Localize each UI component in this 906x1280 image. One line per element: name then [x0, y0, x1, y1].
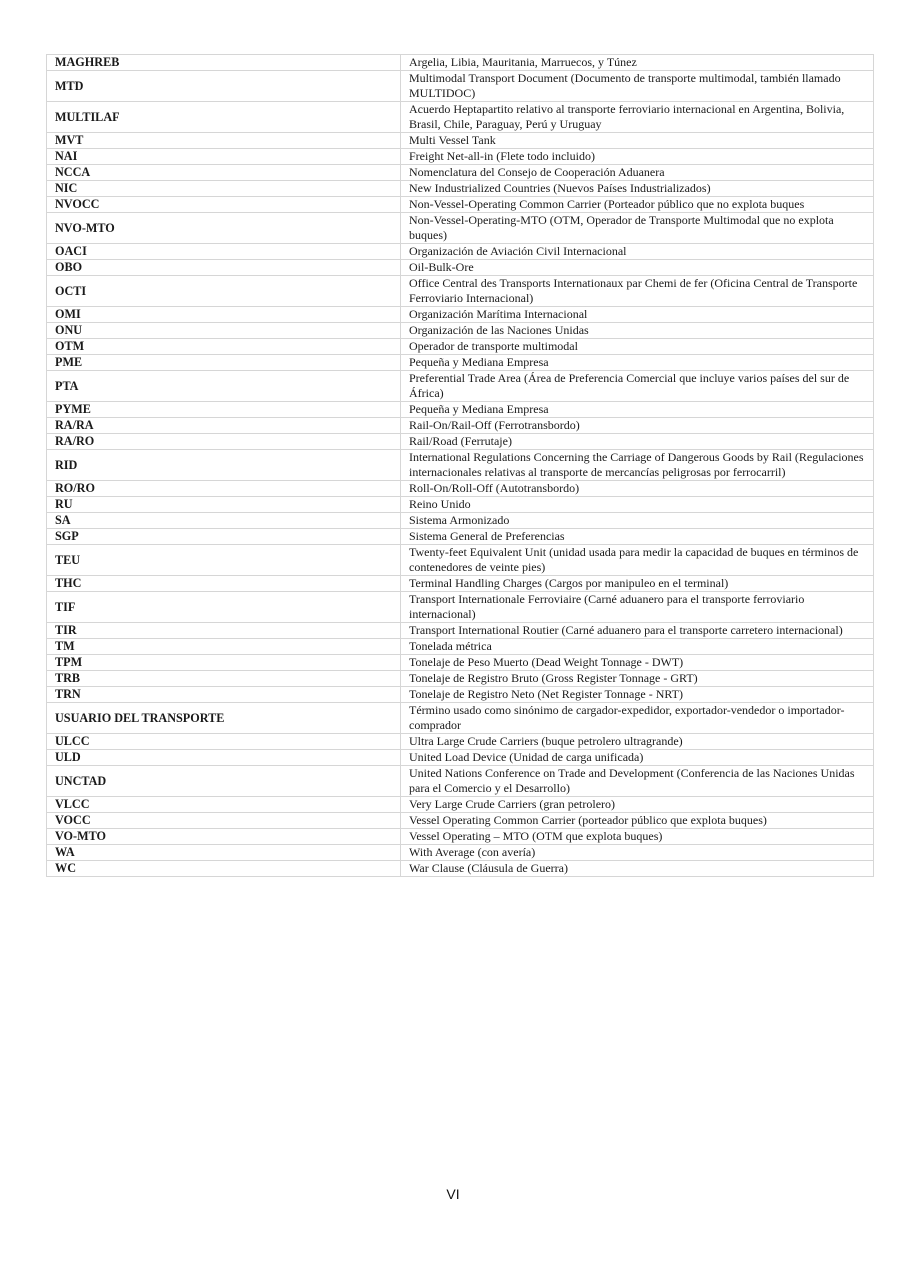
- definition-cell: Non-Vessel-Operating-MTO (OTM, Operador de Transporte Multimodal que no explota buques): [401, 213, 874, 244]
- abbreviation-cell: MVT: [47, 133, 401, 149]
- definition-cell: Sistema General de Preferencias: [401, 529, 874, 545]
- table-row: [47, 671, 874, 687]
- table-row: [47, 133, 874, 149]
- abbreviation-cell: TRN: [47, 687, 401, 703]
- table-row: [47, 545, 874, 576]
- table-row: [47, 149, 874, 165]
- abbreviation-cell: ULD: [47, 750, 401, 766]
- abbreviation-cell: PTA: [47, 371, 401, 402]
- table-row: [47, 845, 874, 861]
- abbreviation-cell: TPM: [47, 655, 401, 671]
- definition-cell: Operador de transporte multimodal: [401, 339, 874, 355]
- abbreviation-cell: RA/RO: [47, 434, 401, 450]
- definition-cell: Office Central des Transports Internationaux par Chemi de fer (Oficina Central de Transporte Ferroviario Internacional): [401, 276, 874, 307]
- abbreviation-cell: VLCC: [47, 797, 401, 813]
- table-row: [47, 181, 874, 197]
- table-row: [47, 750, 874, 766]
- abbreviation-cell: TIR: [47, 623, 401, 639]
- definition-cell: Non-Vessel-Operating Common Carrier (Porteador público que no explota buques: [401, 197, 874, 213]
- definition-cell: Tonelaje de Registro Bruto (Gross Register Tonnage - GRT): [401, 671, 874, 687]
- abbreviation-cell: NIC: [47, 181, 401, 197]
- definition-cell: Terminal Handling Charges (Cargos por manipuleo en el terminal): [401, 576, 874, 592]
- table-row: [47, 829, 874, 845]
- abbreviation-cell: PYME: [47, 402, 401, 418]
- abbreviation-cell: UNCTAD: [47, 766, 401, 797]
- definition-cell: Tonelaje de Peso Muerto (Dead Weight Tonnage - DWT): [401, 655, 874, 671]
- table-row: [47, 797, 874, 813]
- table-row: [47, 497, 874, 513]
- abbreviation-cell: VO-MTO: [47, 829, 401, 845]
- definition-cell: Rail/Road (Ferrutaje): [401, 434, 874, 450]
- abbreviation-cell: OACI: [47, 244, 401, 260]
- abbreviation-cell: RO/RO: [47, 481, 401, 497]
- abbreviation-cell: OBO: [47, 260, 401, 276]
- abbreviation-cell: NVOCC: [47, 197, 401, 213]
- definition-cell: Very Large Crude Carriers (gran petrolero): [401, 797, 874, 813]
- abbreviation-cell: ONU: [47, 323, 401, 339]
- definition-cell: Rail-On/Rail-Off (Ferrotransbordo): [401, 418, 874, 434]
- abbreviation-cell: RU: [47, 497, 401, 513]
- definition-cell: Nomenclatura del Consejo de Cooperación Aduanera: [401, 165, 874, 181]
- table-row: [47, 592, 874, 623]
- abbreviation-cell: VOCC: [47, 813, 401, 829]
- table-row: [47, 655, 874, 671]
- table-row: [47, 861, 874, 877]
- abbreviation-cell: NCCA: [47, 165, 401, 181]
- table-row: [47, 244, 874, 260]
- definition-cell: New Industrialized Countries (Nuevos Países Industrializados): [401, 181, 874, 197]
- definition-cell: Organización de las Naciones Unidas: [401, 323, 874, 339]
- table-row: [47, 576, 874, 592]
- definition-cell: Transport Internationale Ferroviaire (Carné aduanero para el transporte ferroviario internacional): [401, 592, 874, 623]
- table-row: [47, 434, 874, 450]
- definition-cell: Acuerdo Heptapartito relativo al transporte ferroviario internacional en Argentina, Bolivia, Brasil, Chile, Paraguay, Perú y Uruguay: [401, 102, 874, 133]
- definition-cell: Twenty-feet Equivalent Unit (unidad usada para medir la capacidad de buques en términos de contenedores de veinte pies): [401, 545, 874, 576]
- abbreviation-cell: TIF: [47, 592, 401, 623]
- definition-cell: United Load Device (Unidad de carga unificada): [401, 750, 874, 766]
- table-row: [47, 418, 874, 434]
- abbreviation-cell: NVO-MTO: [47, 213, 401, 244]
- table-row: [47, 623, 874, 639]
- table-row: [47, 639, 874, 655]
- abbreviation-cell: TM: [47, 639, 401, 655]
- glossary-body: [47, 55, 874, 877]
- table-row: [47, 323, 874, 339]
- abbreviation-cell: THC: [47, 576, 401, 592]
- table-row: [47, 734, 874, 750]
- abbreviation-cell: SGP: [47, 529, 401, 545]
- definition-cell: Multimodal Transport Document (Documento de transporte multimodal, también llamado MULTIDOC): [401, 71, 874, 102]
- definition-cell: Pequeña y Mediana Empresa: [401, 355, 874, 371]
- table-row: [47, 813, 874, 829]
- definition-cell: Freight Net-all-in (Flete todo incluido): [401, 149, 874, 165]
- abbreviation-cell: WA: [47, 845, 401, 861]
- abbreviation-cell: SA: [47, 513, 401, 529]
- abbreviation-cell: WC: [47, 861, 401, 877]
- table-row: [47, 260, 874, 276]
- abbreviation-cell: RID: [47, 450, 401, 481]
- abbreviation-cell: RA/RA: [47, 418, 401, 434]
- definition-cell: Tonelada métrica: [401, 639, 874, 655]
- definition-cell: Ultra Large Crude Carriers (buque petrolero ultragrande): [401, 734, 874, 750]
- abbreviation-cell: TRB: [47, 671, 401, 687]
- table-row: [47, 355, 874, 371]
- glossary-table: [46, 54, 874, 877]
- table-row: [47, 371, 874, 402]
- abbreviation-cell: OCTI: [47, 276, 401, 307]
- abbreviation-cell: MAGHREB: [47, 55, 401, 71]
- definition-cell: United Nations Conference on Trade and Development (Conferencia de las Naciones Unidas para el Comercio y el Desarrollo): [401, 766, 874, 797]
- abbreviation-cell: MTD: [47, 71, 401, 102]
- definition-cell: Argelia, Libia, Mauritania, Marruecos, y Túnez: [401, 55, 874, 71]
- definition-cell: Oil-Bulk-Ore: [401, 260, 874, 276]
- table-row: [47, 481, 874, 497]
- definition-cell: International Regulations Concerning the Carriage of Dangerous Goods by Rail (Regulaciones internacionales relativas al transporte de mercancías peligrosas por ferrocarril): [401, 450, 874, 481]
- table-row: [47, 529, 874, 545]
- definition-cell: Vessel Operating – MTO (OTM que explota buques): [401, 829, 874, 845]
- definition-cell: Sistema Armonizado: [401, 513, 874, 529]
- definition-cell: Reino Unido: [401, 497, 874, 513]
- table-row: [47, 766, 874, 797]
- definition-cell: Organización Marítima Internacional: [401, 307, 874, 323]
- definition-cell: Pequeña y Mediana Empresa: [401, 402, 874, 418]
- abbreviation-cell: OTM: [47, 339, 401, 355]
- table-row: [47, 307, 874, 323]
- definition-cell: Transport International Routier (Carné aduanero para el transporte carretero internacional): [401, 623, 874, 639]
- table-row: [47, 687, 874, 703]
- definition-cell: Organización de Aviación Civil Internacional: [401, 244, 874, 260]
- table-row: [47, 513, 874, 529]
- table-row: [47, 450, 874, 481]
- table-row: [47, 102, 874, 133]
- table-row: [47, 402, 874, 418]
- table-row: [47, 213, 874, 244]
- definition-cell: War Clause (Cláusula de Guerra): [401, 861, 874, 877]
- definition-cell: Roll-On/Roll-Off (Autotransbordo): [401, 481, 874, 497]
- table-row: [47, 197, 874, 213]
- abbreviation-cell: OMI: [47, 307, 401, 323]
- abbreviation-cell: MULTILAF: [47, 102, 401, 133]
- definition-cell: Multi Vessel Tank: [401, 133, 874, 149]
- page-number: VI: [446, 1186, 460, 1202]
- table-row: [47, 71, 874, 102]
- abbreviation-cell: PME: [47, 355, 401, 371]
- table-row: [47, 703, 874, 734]
- definition-cell: Tonelaje de Registro Neto (Net Register Tonnage - NRT): [401, 687, 874, 703]
- definition-cell: Término usado como sinónimo de cargador-expedidor, exportador-vendedor o importador-comprador: [401, 703, 874, 734]
- definition-cell: Preferential Trade Area (Área de Preferencia Comercial que incluye varios países del sur de África): [401, 371, 874, 402]
- definition-cell: With Average (con avería): [401, 845, 874, 861]
- abbreviation-cell: TEU: [47, 545, 401, 576]
- table-row: [47, 55, 874, 71]
- abbreviation-cell: USUARIO DEL TRANSPORTE: [47, 703, 401, 734]
- table-row: [47, 165, 874, 181]
- definition-cell: Vessel Operating Common Carrier (porteador público que explota buques): [401, 813, 874, 829]
- abbreviation-cell: ULCC: [47, 734, 401, 750]
- abbreviation-cell: NAI: [47, 149, 401, 165]
- table-row: [47, 276, 874, 307]
- table-row: [47, 339, 874, 355]
